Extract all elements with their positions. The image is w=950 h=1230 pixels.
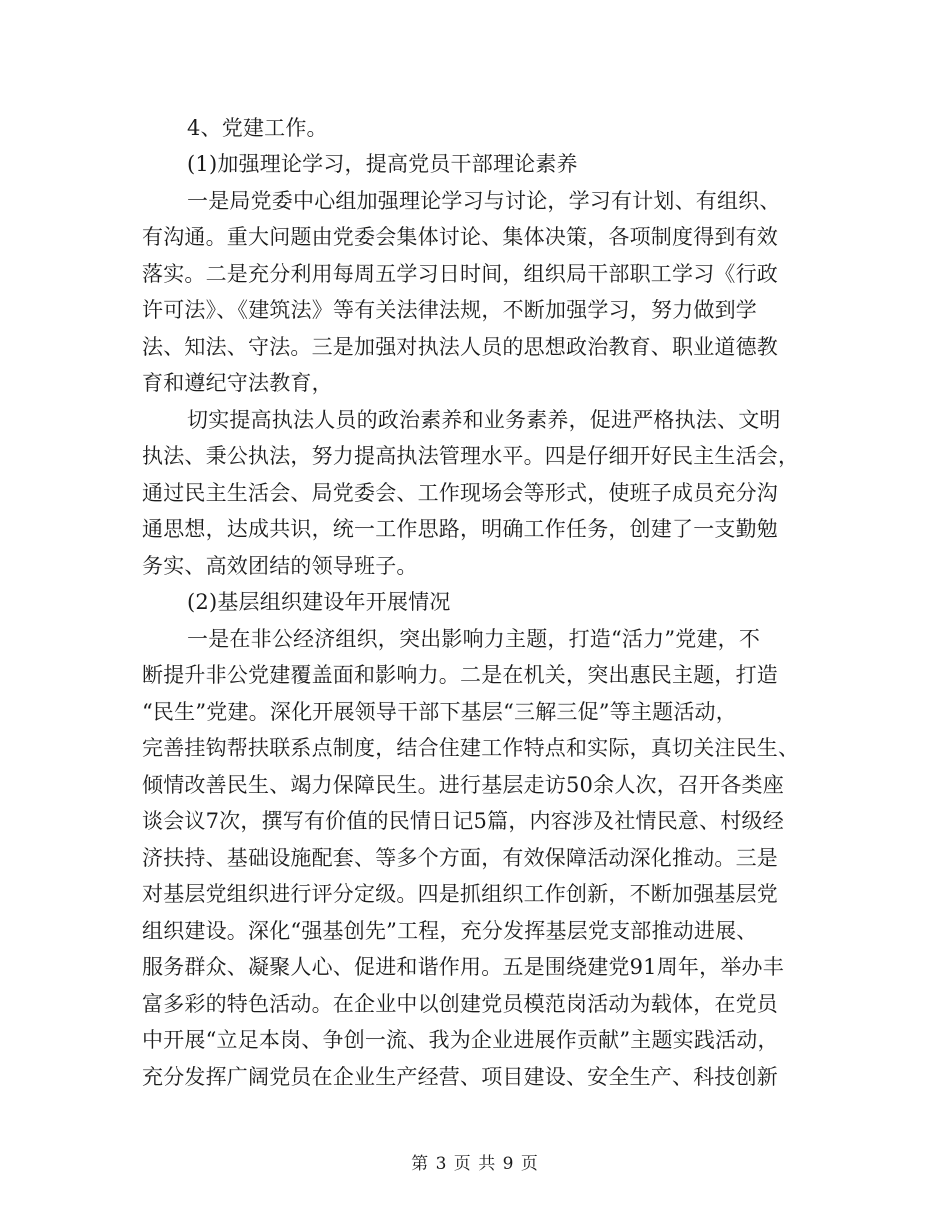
paragraph-line: 完善挂钩帮扶联系点制度，结合住建工作特点和实际，真切关注民生、 [142, 736, 800, 760]
paragraph-line: 切实提高执法人员的政治素养和业务素养，促进严格执法、文明 [187, 408, 781, 432]
paragraph-line: 务实、高效团结的领导班子。 [142, 554, 418, 578]
paragraph-line: 服务群众、凝聚人心、促进和谐作用。五是围绕建党91周年，举办丰 [142, 955, 784, 979]
paragraph-line: 组织建设。深化“强基创先”工程，充分发挥基层党支部推动进展、 [142, 919, 758, 943]
paragraph-line: 执法、秉公执法，努力提高执法管理水平。四是仔细开好民主生活会， [142, 444, 800, 468]
paragraph-line: 法、知法、守法。三是加强对执法人员的思想政治教育、职业道德教 [142, 335, 778, 359]
paragraph-line: 落实。二是充分利用每周五学习日时间，组织局干部职工学习《行政 [142, 262, 778, 286]
paragraph-line: 许可法》、《建筑法》等有关法律法规，不断加强学习，努力做到学 [142, 298, 757, 322]
paragraph-line: 一是局党委中心组加强理论学习与讨论，学习有计划、有组织、 [187, 189, 781, 213]
paragraph-line: 富多彩的特色活动。在企业中以创建党员模范岗活动为载体，在党员 [142, 992, 778, 1016]
paragraph-line: 充分发挥广阔党员在企业生产经营、项目建设、安全生产、科技创新 [142, 1065, 778, 1089]
paragraph-line: 谈会议7次，撰写有价值的民情日记5篇，内容涉及社情民意、村级经 [142, 809, 784, 833]
paragraph-line: 一是在非公经济组织，突出影响力主题，打造“活力”党建，不 [187, 627, 761, 651]
paragraph-line: 通过民主生活会、局党委会、工作现场会等形式，使班子成员充分沟 [142, 481, 778, 505]
page-number-footer: 第 3 页 共 9 页 [411, 1154, 539, 1174]
subsection-heading: (2)基层组织建设年开展情况 [187, 590, 451, 614]
paragraph-line: 中开展“立足本岗、争创一流、我为企业进展作贡献”主题实践活动， [142, 1028, 779, 1052]
paragraph-line: 通思想，达成共识，统一工作思路，明确工作任务，创建了一支勤勉 [142, 517, 778, 541]
paragraph-line: 断提升非公党建覆盖面和影响力。二是在机关，突出惠民主题，打造 [142, 663, 778, 687]
paragraph-line: 济扶持、基础设施配套、等多个方面，有效保障活动深化推动。三是 [142, 846, 778, 870]
paragraph-line: 对基层党组织进行评分定级。四是抓组织工作创新，不断加强基层党 [142, 882, 778, 906]
paragraph-line: 育和遵纪守法教育， [142, 371, 333, 395]
paragraph-line: 有沟通。重大问题由党委会集体讨论、集体决策，各项制度得到有效 [142, 225, 778, 249]
paragraph-line: 倾情改善民生、竭力保障民生。进行基层走访50余人次，召开各类座 [142, 773, 784, 797]
section-heading: 4、党建工作。 [187, 116, 328, 140]
paragraph-line: “民生”党建。深化开展领导干部下基层“三解三促”等主题活动， [142, 700, 737, 724]
subsection-heading: (1)加强理论学习，提高党员干部理论素养 [187, 152, 578, 176]
